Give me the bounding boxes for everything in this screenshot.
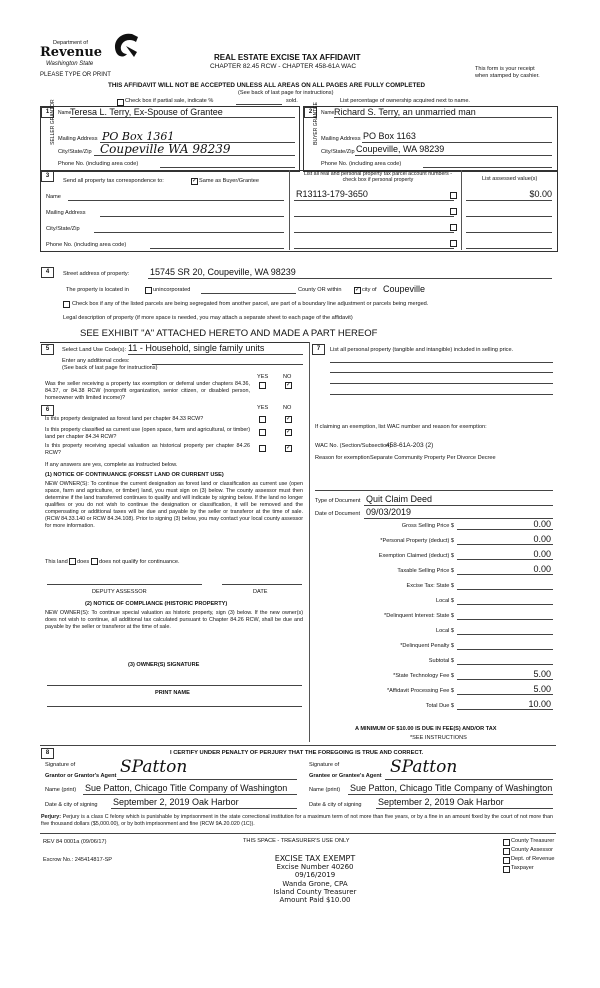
buyer-name[interactable]: Richard S. Terry, an unmarried man — [334, 107, 476, 117]
section-number: 4 — [41, 267, 54, 278]
print-name-field[interactable] — [47, 706, 302, 707]
legal-description[interactable]: SEE EXHIBIT "A" ATTACHED HERETO AND MADE A PART HEREOF — [80, 328, 378, 339]
no-header: NO — [283, 405, 292, 411]
county-field[interactable] — [201, 293, 296, 294]
doc-type-label: Type of Document — [315, 498, 361, 504]
underline — [466, 200, 552, 201]
fee-value[interactable]: 5.00 — [533, 669, 551, 679]
owner-signature-label: (3) OWNER(S) SIGNATURE — [128, 662, 200, 668]
notice-continuance-title: (1) NOTICE OF CONTINUANCE (FOREST LAND OR CURRENT USE) — [45, 472, 224, 478]
underline — [83, 794, 297, 795]
copy-checkbox[interactable] — [503, 848, 510, 855]
underline — [385, 779, 553, 780]
signature-of-label: Signature of — [309, 762, 340, 768]
street-label: Street address of property: — [63, 271, 130, 277]
underline — [315, 490, 553, 491]
notice-compliance-text: NEW OWNER(S): To continue special valuation as historic property, sign (3) below. If the new owner(s) does not wish to continue, all additional tax calculated pursuant to Chapter 84.26 RCW, shall be due and payable by the seller or transferor at the time of sale. — [45, 610, 303, 631]
city-label: City/State/Zip — [58, 149, 92, 155]
fee-label: Taxable Selling Price $ — [397, 568, 454, 574]
warning: THIS AFFIDAVIT WILL NOT BE ACCEPTED UNLESS ALL AREAS ON ALL PAGES ARE FULLY COMPLETED — [108, 82, 426, 89]
personal-property-field[interactable] — [330, 394, 553, 395]
corr-mail-field[interactable] — [100, 216, 284, 217]
city-label: City/State/Zip — [46, 226, 80, 232]
copy-label: Dept. of Revenue — [511, 856, 555, 862]
assessed-field[interactable] — [466, 232, 552, 233]
wac-label: WAC No. (Section/Subsection) — [315, 443, 392, 449]
deputy-assessor-signature[interactable] — [47, 584, 202, 585]
mail-label: Mailing Address — [46, 210, 86, 216]
parcel-field[interactable] — [294, 216, 454, 217]
name-label: Name — [58, 110, 72, 116]
partial-pct-field[interactable] — [236, 104, 282, 105]
parcel-number[interactable]: R13113-179-3650 — [296, 189, 368, 199]
underline — [148, 278, 552, 279]
fee-underline — [457, 529, 553, 530]
wac-number[interactable]: 458-61A-203 (2) — [386, 442, 434, 449]
print-name-label: PRINT NAME — [155, 690, 190, 696]
exemption-reason[interactable]: Separate Community Property Per Divorce Decree — [370, 455, 496, 461]
phone-label: Phone No. (including area code) — [321, 161, 402, 167]
copy-checkbox[interactable] — [503, 857, 510, 864]
copy-label: County Treasurer — [511, 838, 555, 844]
list-pct-note: List percentage of ownership acquired next to name. — [340, 98, 470, 104]
county-or-label: County OR within — [298, 287, 342, 293]
buyer-mailing-address[interactable]: PO Box 1163 — [363, 131, 416, 141]
underline — [111, 808, 297, 809]
buyer-phone[interactable] — [423, 167, 552, 168]
underline — [348, 794, 553, 795]
segregated-label: Check box if any of the listed parcels are being segregated from another parcel, are part of a boundary line adjustment or parcels being merged. — [72, 301, 429, 307]
owner-signature-field[interactable] — [47, 685, 302, 686]
fee-underline — [457, 664, 553, 665]
assessed-field[interactable] — [466, 216, 552, 217]
personal-property-label: List all personal property (tangible and intangible) included in selling price. — [330, 347, 514, 353]
underline — [376, 808, 553, 809]
underline — [117, 779, 297, 780]
fee-label: *Affidavit Processing Fee $ — [386, 688, 454, 694]
fee-value[interactable]: 10.00 — [528, 699, 551, 709]
historic-yes-checkbox[interactable] — [259, 445, 266, 452]
document-type[interactable]: Quit Claim Deed — [366, 494, 433, 504]
date-city-label: Date & city of signing — [45, 802, 98, 808]
city-checkbox[interactable]: ✓ — [355, 287, 361, 293]
notice-compliance-title: (2) NOTICE OF COMPLIANCE (HISTORIC PROPERTY) — [85, 601, 228, 607]
fee-underline — [457, 559, 553, 560]
mail-label: Mailing Address — [58, 136, 98, 142]
exemption-no-checkbox[interactable]: ✓ — [286, 382, 292, 388]
claim-exemption-label: If claiming an exemption, list WAC number and reason for exemption: — [315, 424, 487, 430]
legal-desc-label: Legal description of property (if more space is needed, you may attach a separate sheet to each page of the affidavit) — [63, 315, 353, 321]
copy-label: County Assessor — [511, 847, 553, 853]
yes-header: YES — [257, 374, 269, 380]
underline — [364, 505, 553, 506]
copy-label: Taxpayer — [511, 865, 534, 871]
treasurer-use-label: THIS SPACE - TREASURER'S USE ONLY — [243, 838, 350, 844]
signature-of-label: Signature of — [45, 762, 76, 768]
personal-property-checkbox[interactable] — [450, 192, 457, 199]
additional-codes-field[interactable] — [152, 364, 303, 365]
personal-property-field[interactable] — [330, 362, 553, 363]
column-divider — [309, 342, 310, 742]
receipt-note-1: This form is your receipt — [475, 66, 535, 72]
land-use-label: Select Land Use Code(s): — [62, 347, 127, 353]
name-print-label: Name (print) — [45, 787, 77, 793]
fee-underline — [457, 679, 553, 680]
underline — [128, 354, 303, 355]
same-as-buyer-checkbox[interactable]: ✓ — [192, 178, 198, 184]
fee-label: Gross Selling Price $ — [401, 523, 454, 529]
section-number: 6 — [41, 405, 54, 416]
does-qualify-checkbox[interactable] — [69, 558, 76, 565]
same-as-buyer-label: Same as Buyer/Grantee — [199, 178, 260, 184]
divider — [40, 833, 556, 834]
seller-city[interactable]: Coupeville WA 98239 — [100, 142, 231, 156]
section-number: 1 — [41, 107, 54, 118]
fee-value[interactable]: 0.00 — [533, 549, 551, 559]
fee-underline — [457, 574, 553, 575]
yes-header: YES — [257, 405, 269, 411]
name-label: Name — [46, 194, 61, 200]
doc-date-label: Date of Document — [315, 511, 361, 517]
corr-city-field[interactable] — [94, 232, 284, 233]
fee-underline — [457, 619, 553, 620]
dor-swirl-icon — [110, 30, 140, 60]
current-use-yes-checkbox[interactable] — [259, 429, 266, 436]
city-label: City/State/Zip — [321, 149, 355, 155]
date-city-label: Date & city of signing — [309, 802, 362, 808]
form-subtitle: CHAPTER 82.45 RCW - CHAPTER 458-61A WAC — [210, 63, 357, 70]
seller-mailing-address[interactable]: PO Box 1361 — [102, 130, 175, 143]
parcel-header: List all real and personal property tax parcel account numbers - check box if personal property — [303, 171, 453, 184]
street-address[interactable]: 15745 SR 20, Coupeville, WA 98239 — [150, 267, 296, 277]
type-or-print: PLEASE TYPE OR PRINT — [40, 72, 111, 78]
fee-value[interactable]: 0.00 — [533, 519, 551, 529]
underline — [70, 117, 295, 118]
fee-underline — [457, 544, 553, 545]
forest-land-question: Is this property designated as forest land per chapter 84.33 RCW? — [45, 416, 204, 422]
personal-property-checkbox[interactable] — [450, 224, 457, 231]
grantor-agent-name[interactable]: Sue Patton, Chicago Title Company of Washington — [85, 783, 288, 793]
mail-label: Mailing Address — [321, 136, 361, 142]
located-in-label: The property is located in — [66, 287, 129, 293]
fee-value[interactable]: 0.00 — [533, 564, 551, 574]
underline — [334, 117, 552, 118]
phone-label: Phone No. (including area code) — [46, 242, 127, 248]
send-correspondence-label: Send all property tax correspondence to: — [63, 178, 164, 184]
city-of-label: city of — [362, 287, 377, 293]
fee-underline — [457, 634, 553, 635]
copy-checkbox[interactable] — [503, 839, 510, 846]
corr-name-field[interactable] — [68, 200, 284, 201]
fee-label: Local $ — [435, 628, 454, 634]
see-back-note: (See back of last page for instructions) — [62, 365, 158, 371]
historic-question: Is this property receiving special valuation as historical property per chapter 84.26 RCW? — [45, 443, 250, 457]
partial-sale-checkbox[interactable] — [117, 99, 124, 106]
phone-label: Phone No. (including area code) — [58, 161, 139, 167]
fee-label: Total Due $ — [425, 703, 454, 709]
section-number: 8 — [41, 748, 54, 759]
section-number: 5 — [41, 344, 54, 355]
minimum-fee-note: A MINIMUM OF $10.00 IS DUE IN FEE(S) AND/OR TAX — [355, 726, 497, 732]
receipt-note-2: when stamped by cashier. — [475, 73, 540, 79]
name-print-label: Name (print) — [309, 787, 341, 793]
personal-property-checkbox[interactable] — [450, 240, 457, 247]
buyer-city[interactable]: Coupeville, WA 98239 — [356, 144, 445, 154]
underline — [294, 200, 454, 201]
grantee-signature[interactable]: SPatton — [390, 757, 458, 777]
underline — [362, 142, 552, 143]
corr-phone-field[interactable] — [150, 248, 284, 249]
date-label: DATE — [253, 589, 268, 595]
perjury-notice — [41, 814, 553, 828]
fee-label: *Personal Property (deduct) $ — [380, 538, 454, 544]
stamp-line: 09/16/2019 — [294, 871, 336, 880]
personal-property-field[interactable] — [330, 372, 553, 373]
fee-underline — [457, 604, 553, 605]
fee-label: Subtotal $ — [428, 658, 454, 664]
certify-statement: I CERTIFY UNDER PENALTY OF PERJURY THAT THE FOREGOING IS TRUE AND CORRECT. — [170, 750, 424, 756]
notice-continuance-text: NEW OWNER(S): To continue the current designation as forest land or classification as current use (open space, farm and agriculture, or timber) land, you must sign on (3) below. The county assessor must then determine if the land transferred continues to qualify and will indicate by signing below. If the land no longer qualifies or you do not wish to continue the designation or classification, it will be removed and the compensating or additional taxes will be due and payable by the seller or transferor at the time of sale. (RCW 84.33.140 or RCW 84.34.108). Prior to signing (3) below, you may contact your local county assessor for more information. — [45, 481, 303, 530]
assessed-value[interactable]: $0.00 — [529, 189, 552, 199]
divider — [461, 170, 462, 250]
seller-side-label: SELLER GRANTOR — [50, 99, 57, 145]
forest-no-checkbox[interactable]: ✓ — [286, 416, 292, 422]
see-back: (See back of last page for instructions) — [238, 90, 334, 96]
perjury-text: Perjury is a class C felony which is punishable by imprisonment in the state correctional institution for a maximum term of not more than five years, or by a fine in an amount fixed by the court of not more than five thousand dollars ($5,000.00), or by both imprisonment and fine (RCW 9A.20.020 (1C)). — [41, 814, 553, 827]
name-label: Name — [321, 110, 335, 116]
fee-underline — [457, 589, 553, 590]
perjury-label: Perjury: — [41, 814, 62, 820]
buyer-side-label: BUYER GRANTEE — [313, 102, 320, 145]
fee-label: Excise Tax: State $ — [406, 583, 454, 589]
sold-label: sold. — [286, 98, 298, 104]
land-use-code[interactable]: 11 - Household, single family units — [128, 343, 265, 353]
deputy-date[interactable] — [222, 584, 302, 585]
grantee-date-city[interactable]: September 2, 2019 Oak Harbor — [378, 797, 504, 807]
fee-label: Local $ — [435, 598, 454, 604]
document-date[interactable]: 09/03/2019 — [366, 507, 412, 517]
personal-property-field[interactable] — [330, 383, 553, 384]
does-not-qualify-checkbox[interactable] — [91, 558, 98, 565]
exemption-question: Was the seller receiving a property tax exemption or deferral under chapters 84.36, 84.37, or 84.38 RCW (nonprofit organization, senior citizen, or disabled person, homeowner with limited income)? — [45, 381, 250, 402]
section-number: 2 — [304, 107, 317, 118]
current-use-question: Is this property classified as current use (open space, farm and agricultural, or timber) land per chapter 84.34 RCW? — [45, 427, 250, 441]
city-value[interactable]: Coupeville — [383, 284, 426, 294]
fee-label: *State Technology Fee $ — [393, 673, 454, 679]
assessed-field[interactable] — [466, 248, 552, 249]
fee-label: *Delinquent Penalty $ — [400, 643, 454, 649]
fee-label: Exemption Claimed (deduct) $ — [378, 553, 454, 559]
form-title: REAL ESTATE EXCISE TAX AFFIDAVIT — [214, 53, 361, 62]
logo-dept: Department of — [53, 40, 88, 46]
stamp-line: EXCISE TAX EXEMPT — [274, 854, 356, 863]
underline — [355, 155, 552, 156]
fee-label: *Delinquent Interest: State $ — [384, 613, 454, 619]
personal-property-checkbox[interactable] — [450, 208, 457, 215]
escrow-number: Escrow No.: 245414817-SP — [43, 857, 113, 863]
logo-state: Washington State — [46, 61, 94, 67]
section-number: 7 — [312, 344, 325, 355]
current-use-no-checkbox[interactable]: ✓ — [286, 429, 292, 435]
fee-underline — [457, 709, 553, 710]
stamp-line: Wanda Grone, CPA — [282, 879, 348, 888]
seller-phone[interactable] — [160, 167, 295, 168]
stamp-line: Excise Number 40260 — [276, 863, 354, 872]
seller-name[interactable]: Teresa L. Terry, Ex-Spouse of Grantee — [70, 107, 223, 117]
no-header: NO — [283, 374, 292, 380]
divider — [289, 170, 290, 250]
stamp-line: Amount Paid $10.00 — [279, 896, 351, 905]
assessed-header: List assessed value(s) — [482, 176, 538, 182]
fee-underline — [457, 649, 553, 650]
forest-yes-checkbox[interactable] — [259, 416, 266, 423]
does-not-label: does not qualify for continuance. — [99, 559, 180, 565]
partial-sale-label: Check box if partial sale, indicate % — [125, 98, 214, 104]
historic-no-checkbox[interactable]: ✓ — [286, 445, 292, 451]
fee-value[interactable]: 0.00 — [533, 534, 551, 544]
copy-checkbox[interactable] — [503, 866, 510, 873]
treasurer-stamp — [250, 855, 380, 904]
unincorporated-label: unincorporated — [153, 287, 191, 293]
exemption-yes-checkbox[interactable] — [259, 382, 266, 389]
logo-revenue: Revenue — [40, 45, 103, 60]
see-instructions: *SEE INSTRUCTIONS — [410, 735, 467, 741]
segregated-checkbox[interactable] — [63, 301, 70, 308]
form-revision: REV 84 0001a (09/06/17) — [43, 839, 107, 845]
reason-label: Reason for exemption — [315, 455, 370, 461]
stamp-line: Island County Treasurer — [273, 887, 357, 896]
grantee-agent-label: Grantee or Grantee's Agent — [309, 773, 382, 779]
grantor-date-city[interactable]: September 2, 2019 Oak Harbor — [113, 797, 239, 807]
grantor-agent-label: Grantor or Grantor's Agent — [45, 773, 117, 779]
does-label: does — [77, 559, 90, 565]
divider — [40, 745, 556, 746]
underline — [94, 155, 295, 156]
section-number: 3 — [41, 171, 54, 182]
additional-codes-label: Enter any additional codes: — [62, 358, 130, 364]
parcel-field[interactable] — [294, 248, 454, 249]
parcel-field[interactable] — [294, 232, 454, 233]
unincorporated-checkbox[interactable] — [145, 287, 152, 294]
fee-value[interactable]: 5.00 — [533, 684, 551, 694]
if-yes-note: If any answers are yes, complete as instructed below. — [45, 462, 178, 468]
grantee-agent-name[interactable]: Sue Patton, Chicago Title Company of Washington — [350, 783, 553, 793]
this-land-label: This land — [45, 559, 68, 565]
grantor-signature[interactable]: SPatton — [120, 757, 188, 777]
deputy-assessor-label: DEPUTY ASSESSOR — [92, 589, 147, 595]
fee-underline — [457, 694, 553, 695]
